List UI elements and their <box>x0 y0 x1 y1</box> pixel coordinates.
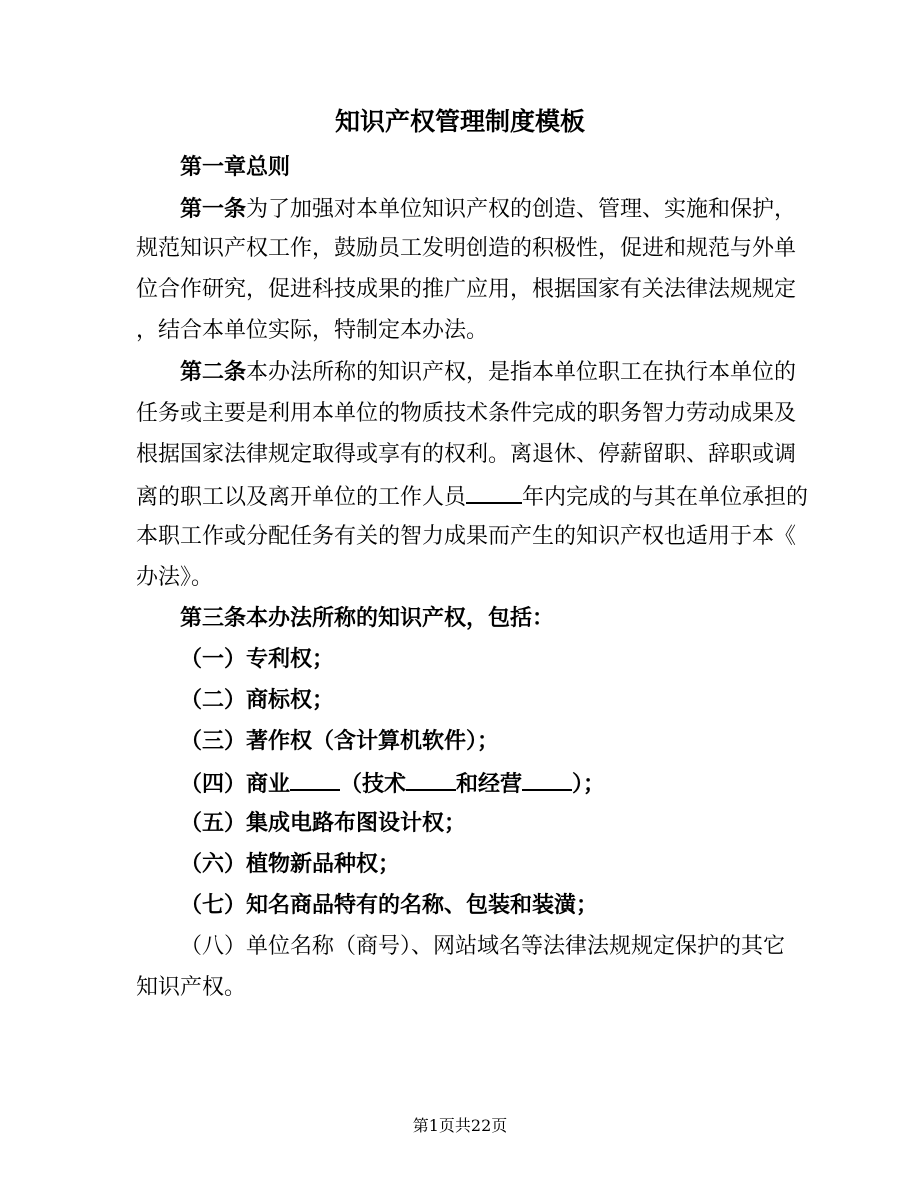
list-item-3: （三）著作权（含计算机软件）； <box>180 729 500 754</box>
article-2-line-1 <box>180 357 796 389</box>
chapter-heading: 第一章总则 <box>180 155 291 180</box>
list-item-7: （七）知名商品特有的名称、包装和装潢； <box>180 893 599 918</box>
article-1-line-4: ，结合本单位实际，特制定本办法。 <box>136 318 489 343</box>
article-2-line-6: 办法》。 <box>136 565 214 590</box>
item-4-part-c: 和经营 <box>456 772 523 797</box>
document-title: 知识产权管理制度模板 <box>334 107 585 136</box>
article-2-line-4-start: 离的职工以及离开单位的工作人员 <box>136 485 467 510</box>
list-item-6: （六）植物新品种权； <box>180 852 401 877</box>
list-item-5: （五）集成电路布图设计权； <box>180 811 467 836</box>
page-number: 第1页共22页 <box>412 1116 508 1135</box>
article-1-text: 为了加强对本单位知识产权的创造、管理、实施和保护， <box>246 197 797 222</box>
list-item-2: （二）商标权； <box>180 688 335 713</box>
blank-1 <box>290 767 340 791</box>
article-2-line-5: 本职工作或分配任务有关的智力成果而产生的知识产权也适用于本《 <box>136 524 797 549</box>
list-item-8-line-1: （八）单位名称（商号）、网站域名等法律法规规定保护的其它 <box>180 934 786 959</box>
article-1-line-1 <box>180 194 796 226</box>
article-2-line-3: 根据国家法律规定取得或享有的权利。离退休、停薪留职、辞职或调 <box>136 442 797 467</box>
article-2-text: 本办法所称的知识产权，是指本单位职工在执行本单位的 <box>246 360 797 385</box>
article-2-line-2: 任务或主要是利用本单位的物质技术条件完成的职务智力劳动成果及 <box>136 401 797 426</box>
blank-2 <box>406 767 456 791</box>
item-4-part-b: （技术 <box>340 772 407 797</box>
article-1-head: 第一条 <box>180 197 247 222</box>
article-3-heading: 第三条本办法所称的知识产权，包括： <box>180 606 555 631</box>
list-item-4 <box>180 767 605 801</box>
item-4-part-a: （四）商业 <box>180 772 291 797</box>
blank-3 <box>522 767 572 791</box>
article-1-line-3: 位合作研究，促进科技成果的推广应用，根据国家有关法律法规规定 <box>136 277 797 302</box>
article-1-line-2: 规范知识产权工作，鼓励员工发明创造的积极性，促进和规范与外单 <box>136 236 797 261</box>
list-item-8-line-2: 知识产权。 <box>136 975 247 1000</box>
item-4-part-d: ）； <box>572 772 606 797</box>
list-item-1: （一）专利权； <box>180 647 335 672</box>
article-2-line-4-end: 年内完成的与其在单位承担的 <box>522 485 809 510</box>
article-2-head: 第二条 <box>180 360 247 385</box>
blank-years <box>466 480 522 504</box>
article-2-line-4 <box>136 480 808 514</box>
